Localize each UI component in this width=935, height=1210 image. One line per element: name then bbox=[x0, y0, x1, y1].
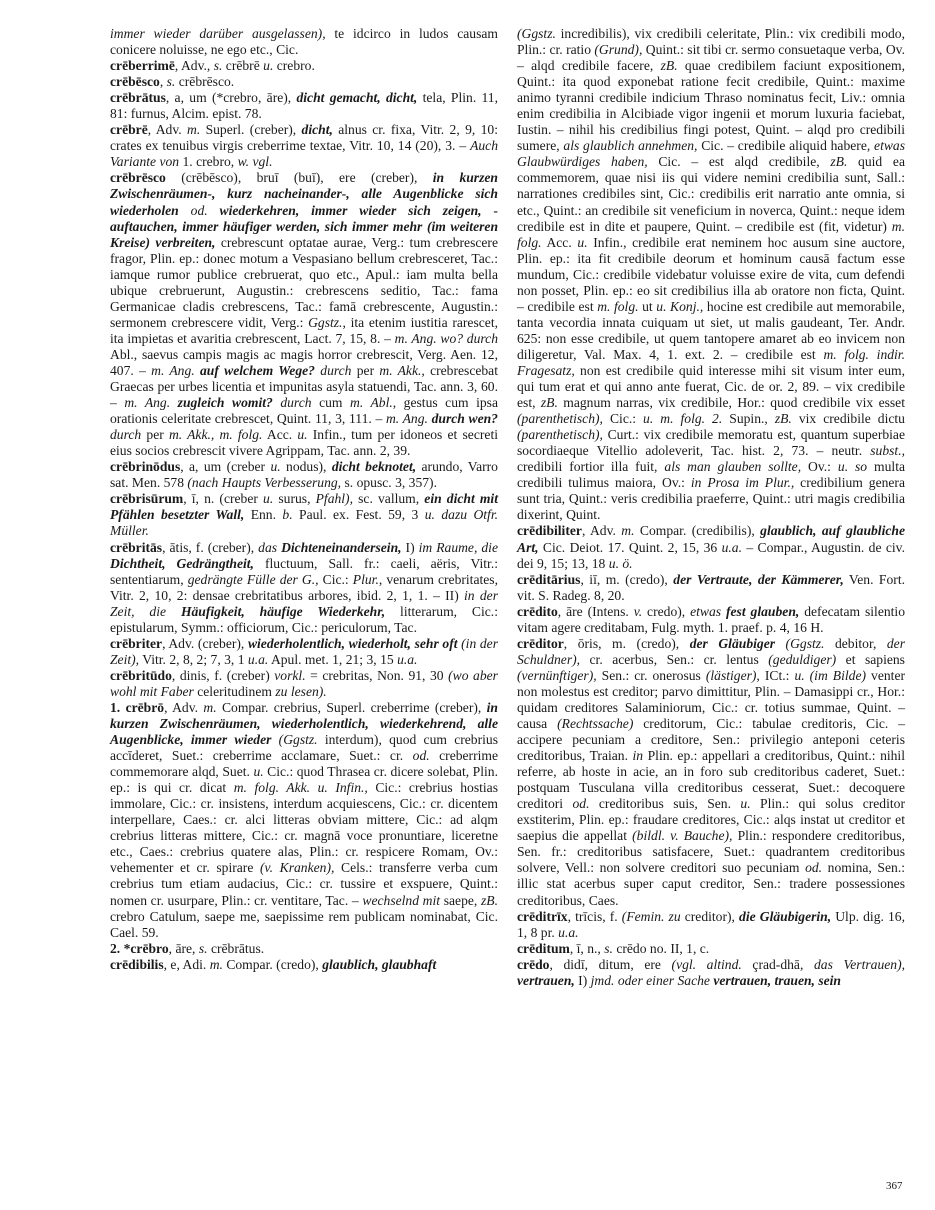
entry-crebresco: crēbrēsco (crēbēsco), bruī (buī), ere (creber), in kurzen Zwischenräumen-, kurz nacheinander-, alle Augenblicke sich wiederholen od. wiederkehren, immer wieder sich zeigen, -auftauchen, immer häufiger werden, sich immer mehr (im weiteren Kreise) verbreiten, crebrescunt optatae aurae, Verg.: tum crebrescere fragor, Plin. ep.: donec motum a Vespasiano bellum crebresceret, Tac.: iamque rumor publice crebruerat, quo etc., Apul.: iam multa bella ubique crebruerunt, Augustin.: crebrescens seditio, Tac.: fama Germanicae cladis crebrescens, Tac.: famā crebrescente, Augustin.: sermonem crebrescere vidit, Verg.: Ggstz., ita etenim iustitia rarescet, ita impietas et avaritia crebrescent, Lact. 7, 15, 8. – m. Ang. wo? durch Abl., saevus campis magis ac magis horror crebrescit, Verg. Aen. 12, 407. – m. Ang. auf welchem Wege? durch per m. Akk., crebrescebat Graecas per urbes licentia et impunitas asyla statuendi, Tac. ann. 3, 60. – m. Ang. zugleich womit? durch cum m. Abl., gestus cum ipsa orationis celeritate crebrescet, Quint. 11, 3, 111. – m. Ang. durch wen? durch per m. Akk., m. folg. Acc. u. Infin., tum per idoneos et secreti eius socios crebrescit vivere Agrippam, Tac. ann. 2, 39. bbox=[110, 170, 499, 459]
entry-crebro-1: 1. crēbrō, Adv. m. Compar. crebrius, Superl. creberrime (creber), in kurzen Zwischenräumen, wiederholentlich, wiederkehrend, alle Augenblicke, immer wieder (Ggstz. interdum), quod cum crebrius accīderet, Suet.: creberrime acclamare, Suet.: cr. od. creberrime commemorare alqd, Suet. u. Cic.: quod Thrasea cr. dicere solebat, Plin. ep.: is qui cr. dicat m. folg. Akk. u. Infin., Cic.: crebrius hostias immolare, Cic.: cr. insistens, interdum acquiescens, Cic.: cr. dicentem interpellare, Caes.: cr. alci litteras obviam mittere, Cic.: ad alqm crebrius litteras mittere, Cic.: cr. magnā voce pronuntiare, liceretne etc., Caes.: crebrius quatere alas, Plin.: cr. respicere Romam, Ov.: vehementer et cr. spirare (v. Kranken), Cels.: transferre verba cum crebrius tum etiam audacius, Cic.: cr. tussire et exspuere, Quint.: nomen cr. usurpare, Plin.: cr. ventitare, Tac. – wechselnd mit saepe, zB. crebro Catulum, saepe me, saepissime rem publicam nominabat, Cic. Cael. 59. bbox=[110, 699, 499, 940]
entry-crebro-2: 2. *crēbro, āre, s. crēbrātus. bbox=[110, 940, 265, 956]
entry-crebritudo: crēbritūdo, dinis, f. (creber) vorkl. = crebritas, Non. 91, 30 (wo aber wohl mit Faber celeritudinem zu lesen). bbox=[110, 667, 498, 699]
entry-creberrime: crēberrimē, Adv., s. crēbrē u. crebro. bbox=[110, 58, 315, 74]
page-number: 367 bbox=[886, 1180, 903, 1192]
entry-crebesco: crēbēsco, s. crēbrēsco. bbox=[110, 74, 235, 90]
entry-immer-wieder: immer wieder darüber ausgelassen), te idcirco in ludos causam conicere noluisse, ne ego etc., Cic. bbox=[110, 26, 498, 58]
entry-credito: crēdito, āre (Intens. v. credo), etwas fest glauben, defecatam silentio vitam agere creditabam, Fulg. myth. 1. praef. p. 4, 16 H. bbox=[517, 603, 905, 635]
entry-creditum: crēditum, ī, n., s. crēdo no. II, 1, c. bbox=[517, 940, 710, 956]
entry-crebrisurum: crēbrisūrum, ī, n. (creber u. surus, Pfahl), sc. vallum, ein dicht mit Pfählen besetzter Wall, Enn. b. Paul. ex. Fest. 59, 3 u. dazu Otfr. Müller. bbox=[110, 491, 499, 539]
entry-crebritas: crēbritās, ātis, f. (creber), das Dichteneinandersein, I) im Raume, die Dichtheit, Gedrängtheit, fluctuum, Sall. fr.: caeli, aëris, Vitr.: sententiarum, gedrängte Fülle der G., Cic.: Plur., venarum crebritates, Vitr. 2, 10, 2: densae crebritatibus arbores, ibid. 2, 1, 1. – II) in der Zeit, die Häufigkeit, häufige Wiederkehr, litterarum, Cic.: epistularum, Symm.: officiorum, Cic.: periculorum, Tac. bbox=[110, 539, 498, 635]
entry-credo: crēdo, didī, ditum, ere (vgl. altind. çrad-dhā, das Vertrauen), vertrauen, I) jmd. oder einer Sache vertrauen, trauen, sein bbox=[517, 956, 905, 988]
entry-crebriter: crēbriter, Adv. (creber), wiederholentlich, wiederholt, sehr oft (in der Zeit), Vitr. 2, 8, 2; 7, 3, 1 u.a. Apul. met. 1, 21; 3, 15 u.a. bbox=[110, 635, 498, 667]
entry-crebre: crēbrē, Adv. m. Superl. (creber), dicht, alnus cr. fixa, Vitr. 2, 9, 10: crates ex tenuibus virgis creberrime textae, Vitr. 10, 14 (20), 3. – Auch Variante von 1. crebro, w. vgl. bbox=[110, 122, 498, 170]
entry-creditrix: crēditrīx, trīcis, f. (Femin. zu creditor), die Gläubigerin, Ulp. dig. 16, 1, 8 pr. u.a. bbox=[517, 908, 905, 940]
entry-credibilis: crēdibilis, e, Adi. m. Compar. (credo), glaublich, glaubhaft bbox=[110, 956, 437, 972]
entry-crebratus: crēbrātus, a, um (*crebro, āre), dicht gemacht, dicht, tela, Plin. 11, 81: furnus, Alcim. epist. 78. bbox=[110, 90, 499, 122]
entry-credibilis-continued: (Ggstz. incredibilis), vix credibili celeritate, Plin.: vix credibili modo, Plin.: cr. ratio (Grund), Quint.: sit tibi cr. sermo consuetaque verba, Ov. – alqd credibile facere, zB. quae credibilem faciunt expositionem, Quint.: ita quod exponebat ratione fecit credibile, Quint.: maxime animo tyranni credibile indicium Thraso nominatus fecit, Liv.: omnia enim credibilia in Alcibiade vigor ingenii et morum luxuria faciebat, Iustin. – nihil his credibilius fingi potest, Quint. – alqd pro credibili sumere, als glaublich annehmen, Cic. – credibile aliquid habere, etwas Glaubwürdiges haben, Cic. – est alqd credibile, zB. quid ea commemorem, quae nisi iis qui videre nemini credibilia sunt, Sall.: narrationes credibiles sint, Cic.: credibilis erit narratio ante omnia, si etc., Quint.: an credibile sit veneficium in noverca, Quint.: neque idem credibile est in dite et paupere, Quint. – credibile est (fit, videtur) m. folg. Acc. u. Infin., credibile erat neminem hoc ausum sine auctore, Plin. ep.: ita fit credibile deorum et hominum causā factum esse mundum, Cic.: credibile videbatur voluisse exire de vita, cum defendi non posset, Plin. ep.: eo sit credibilius illa ab oratore non ficta, Quint. – credibile est m. folg. ut u. Konj., hocine est credibile aut memorabile, tanta vecordia innata cuiquam ut siet, ut malis gaudeant, Ter. Andr. 625: non esse credibile, ut quem tantopere amaret ab eo invicem non diligeretur, Val. Max. 4, 1. ext. 2. – credibile est m. folg. indir. Fragesatz, non est credibile quid interesse mihi sit visum inter eum, qui tum erat et qui anno ante fuerat, Cic. de or. 2, 89. – vix credibile est, zB. magnum narras, vix credibile, Hor.: quod credibile vix esset (parenthetisch), Cic.: u. m. folg. 2. Supin., zB. vix credibile dictu (parenthetisch), Curt.: vix credibile memoratu est, quantum superbiae socordiaeque Vitellio adoleverit, Tac. hist. 2, 73. – neutr. subst., credibili fortior illa fuit, als man glauben sollte, Ov.: u. so multa credibili tulimus maiora, Ov.: in Prosa im Plur., credibilium genera sunt tria, Quint.: veris credibilia praeferre, Quint.: utri magis credibilia dixerint, Quint. bbox=[517, 26, 906, 523]
entry-creditarius: crēditārius, iī, m. (credo), der Vertraute, der Kämmerer, Ven. Fort. vit. S. Radeg. 8, 20. bbox=[517, 571, 905, 603]
right-column bbox=[517, 26, 905, 989]
left-column bbox=[110, 26, 498, 973]
entry-creditor: crēditor, ōris, m. (credo), der Gläubiger (Ggstz. debitor, der Schuldner), cr. acerbus, Sen.: cr. lentus (geduldiger) et sapiens (vernünftiger), Sen.: cr. onerosus (lästiger), ICt.: u. (im Bilde) venter non molestus est creditor; parvo dimittitur, Plin. – Damasippi cr., Hor.: quidam creditores Salaminiorum, Cic.: cr. totius summae, Quint. – causa (Rechtssache) creditorum, Cic.: tabulae creditoris, Cic. – accipere pecuniam a creditore, Sen.: privilegio anteponi ceteris creditoribus, Traian. in Plin. ep.: appellari a creditoribus, Quint.: nihil referre, ab hoste in acie, an in foro sub creditoribus caderet, Suet.: postquam Tusculana villa creditoribus cesserat, Suet.: decoquere creditori od. creditoribus suis, Sen. u. Plin.: qui solus creditor exstiterim, Plin. ep.: fraudare creditores, Cic.: alqs instat ut creditor et saepius die appellat (bildl. v. Bauche), Plin.: respondere creditoribus, Sen. fr.: creditoribus satisfacere, Suet.: quadrantem creditoribus solvere, Vell.: non solvere creditori suo pecuniam od. nomina, Sen.: illic stat acerbus super caput creditor, Sen.: tradere possessiones creditoribus, Caes. bbox=[517, 635, 906, 908]
entry-crebrinodus: crēbrinōdus, a, um (creber u. nodus), dicht beknotet, arundo, Varro sat. Men. 578 (nach Haupts Verbesserung, s. opusc. 3, 357). bbox=[110, 459, 498, 491]
entry-credibiliter: crēdibiliter, Adv. m. Compar. (credibilis), glaublich, auf glaubliche Art, Cic. Deiot. 17. Quint. 2, 15, 36 u.a. – Compar., Augustin. de civ. dei 9, 15; 13, 18 u. ö. bbox=[517, 523, 905, 571]
